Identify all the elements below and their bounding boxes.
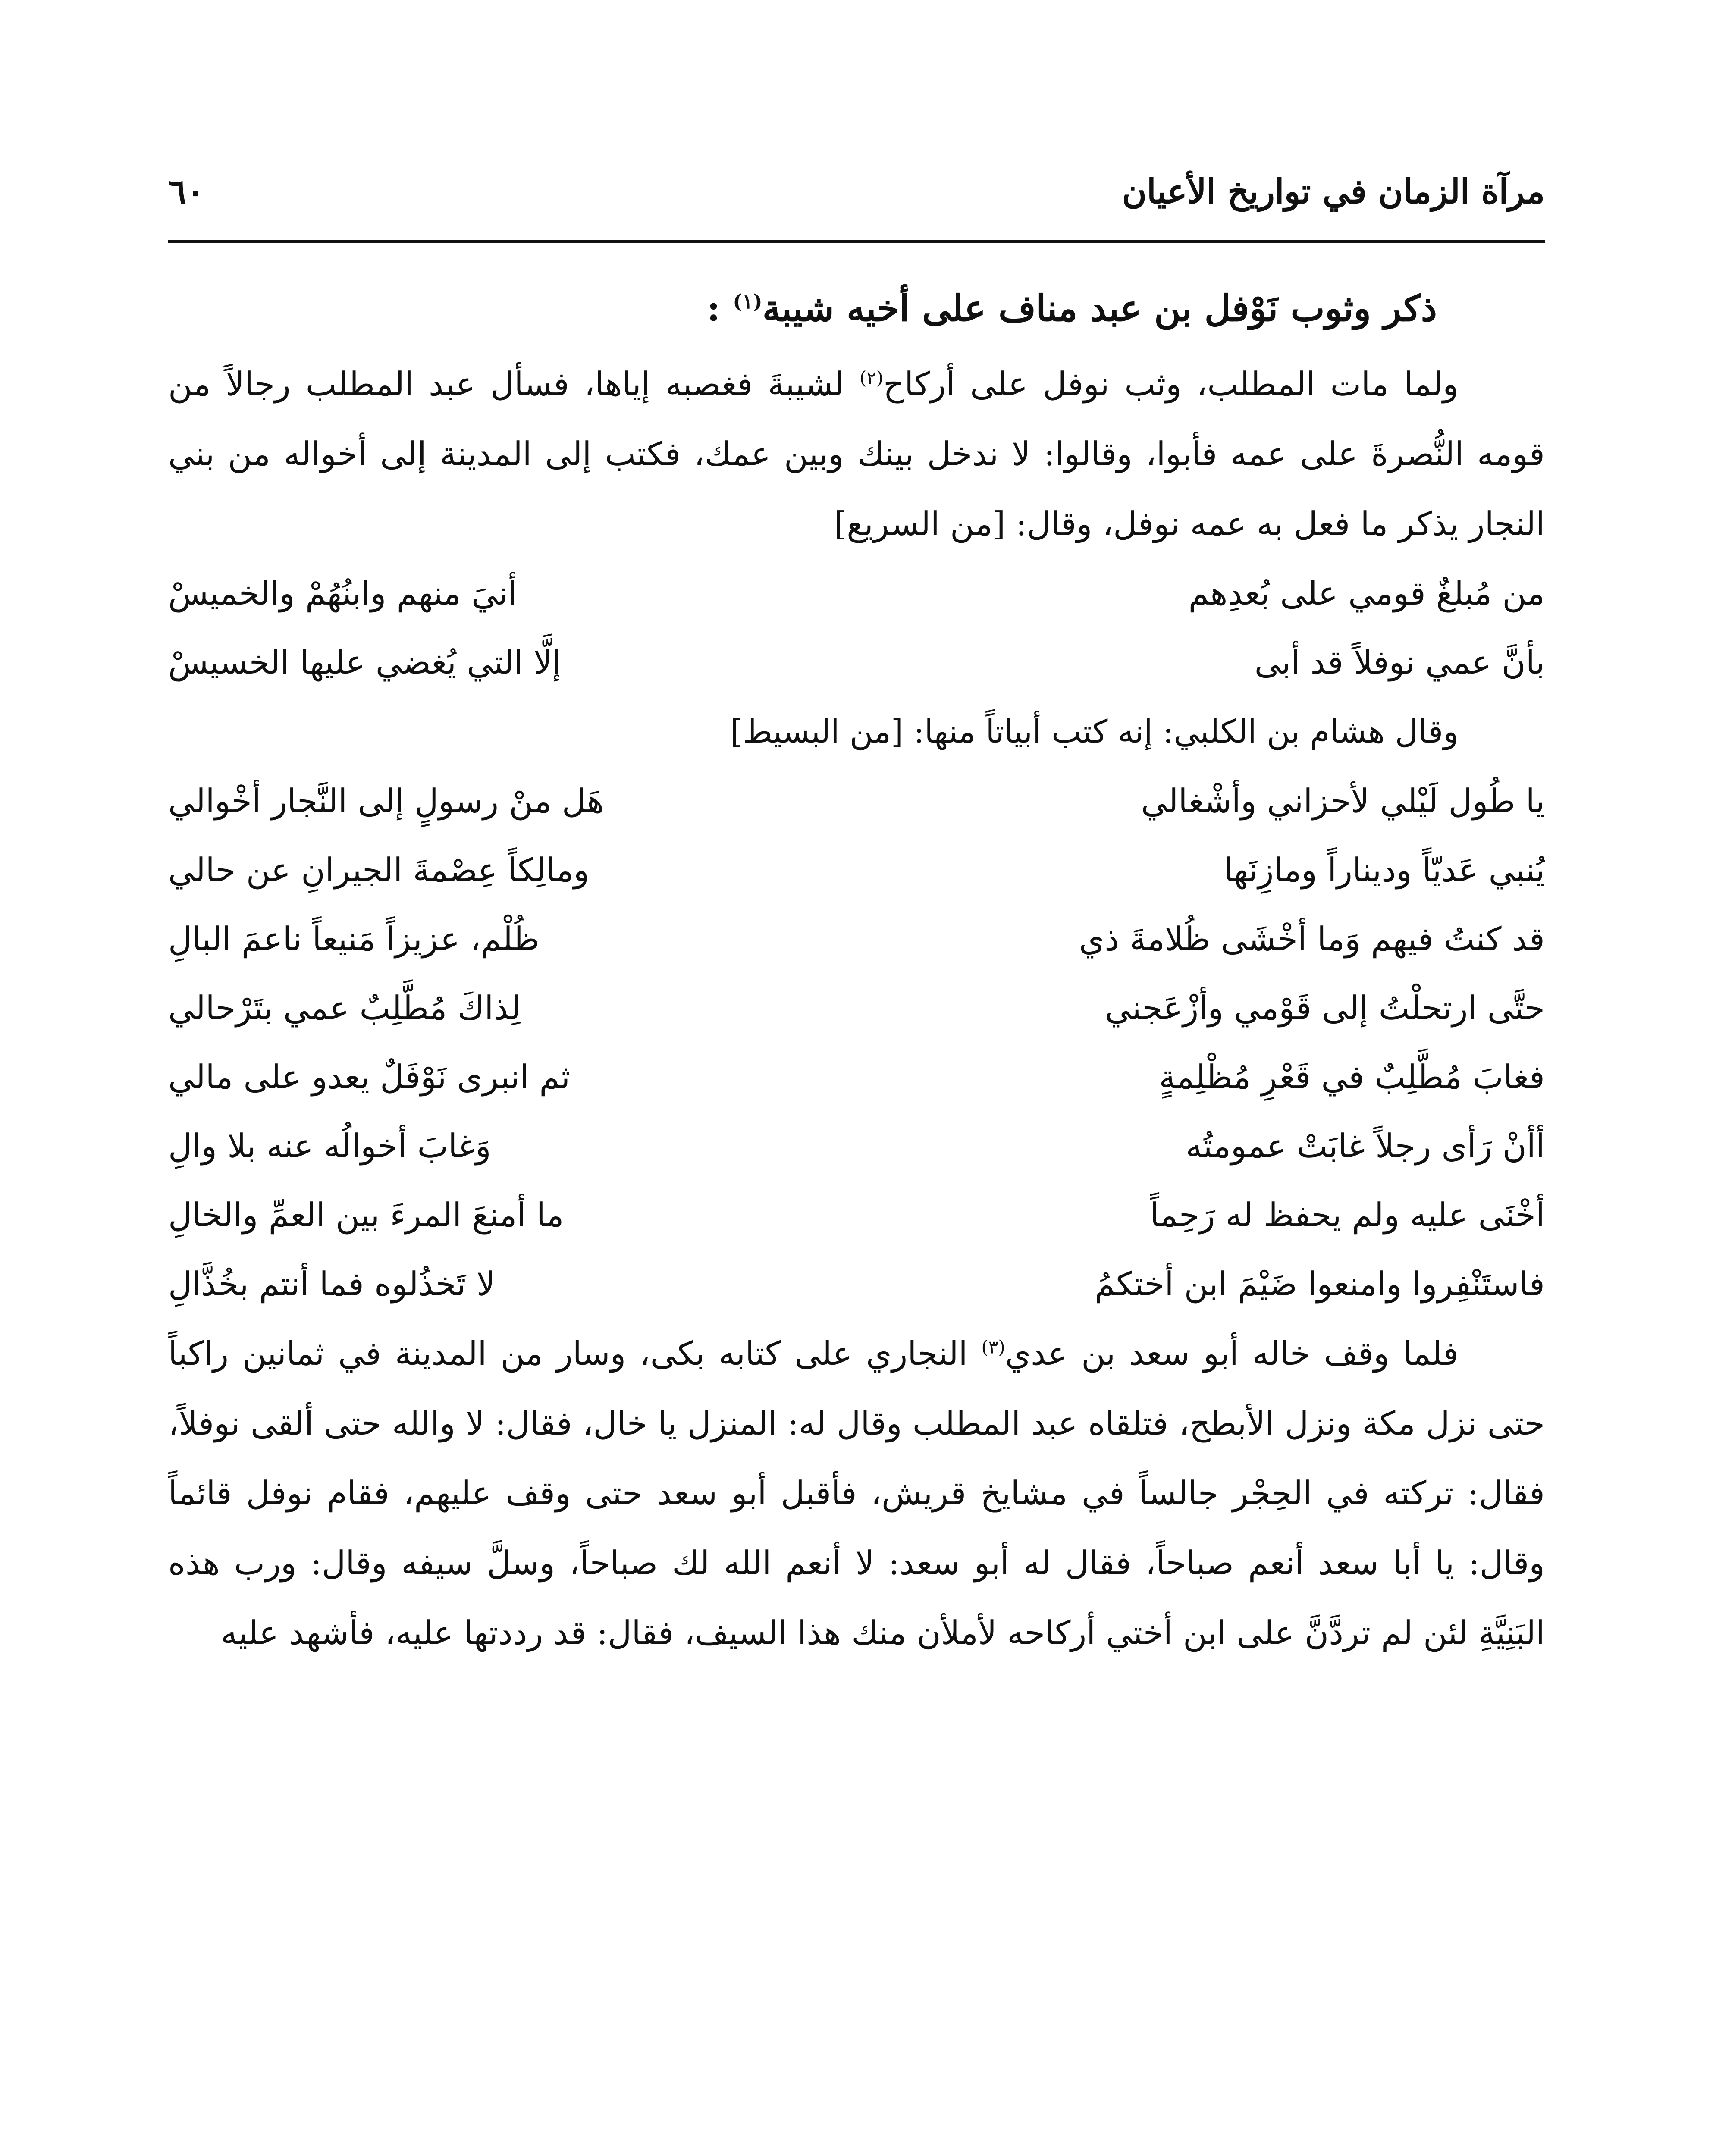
verse-line [168,767,1545,836]
page-header [168,164,1545,220]
verse-second-hemistich: ما أمنعَ المرءَ بين العمِّ والخالِ [168,1196,564,1234]
verse-first-hemistich: فغابَ مُطَّلِبٌ في قَعْرِ مُظْلِمةٍ [1159,1058,1545,1096]
main-text [168,276,1545,1668]
verse-line [168,905,1545,974]
poem-2 [168,767,1545,1319]
heading-text: ذكر وثوب نَوْفل بن عبد مناف على أخيه شيبة [762,287,1437,329]
header-rule [168,240,1545,243]
paragraph-2-part-1: فلما وقف خاله أبو سعد بن عدي [1005,1334,1459,1373]
heading-colon: : [706,287,720,329]
verse-first-hemistich: بأنَّ عمي نوفلاً قد أبى [1254,643,1545,681]
paragraph-2 [168,1319,1545,1668]
verse-first-hemistich: قد كنتُ فيهم وَما أخْشَى ظُلامةَ ذي [1079,920,1545,958]
verse-line [168,628,1545,697]
verse-first-hemistich: أخْنَى عليه ولم يحفظ له رَحِماً [1150,1196,1545,1234]
verse-line [168,1043,1545,1112]
meter-line: وقال هشام بن الكلبي: إنه كتب أبياتاً منها: [من البسيط] [730,713,1459,750]
verse-line [168,559,1545,628]
verse-first-hemistich: يا طُول لَيْلي لأحزاني وأشْغالي [1141,782,1545,820]
verse-first-hemistich: حتَّى ارتحلْتُ إلى قَوْمي وأزْعَجني [1104,989,1545,1027]
paragraph-1 [168,349,1545,559]
footnote-ref-2: (٢) [859,367,884,389]
page-number: ٦٠ [168,172,204,211]
verse-first-hemistich: يُنبي عَديّاً وديناراً ومازِنَها [1224,851,1545,889]
verse-line [168,974,1545,1043]
verse-second-hemistich: لِذاكَ مُطَّلِبٌ عمي بتَرْحالي [168,989,521,1027]
section-heading [168,276,1545,341]
paragraph-2-part-2: النجاري على كتابه بكى، وسار من المدينة في ثمانين راكباً حتى نزل مكة ونزل الأبطح، فتلقاه عبد المطلب وقال له: المنزل يا خال، فقال: لا والله حتى ألقى نوفلاً، فقال: تركته في الحِجْر جالساً في مشايخ قريش، فأقبل أبو سعد حتى وقف عليهم، فقام نوفل قائماً وقال: يا أبا سعد أنعم صباحاً، فقال له أبو سعد: لا أنعم الله لك صباحاً، وسلَّ سيفه وقال: ورب هذه البَنِيَّةِ لئن لم تردَّنَّ على ابن أختي أركاحه لأملأن منك هذا السيف، فقال: قد رددتها عليه، فأشهد عليه [168,1334,1545,1652]
verse-second-hemistich: وَغابَ أخوالُه عنه بلا والِ [168,1127,491,1165]
poem-1 [168,559,1545,697]
verse-line [168,1112,1545,1181]
verse-first-hemistich: أأنْ رَأى رجلاً غابَتْ عمومتُه [1186,1127,1545,1165]
verse-second-hemistich: ثم انبرى نَوْفَلٌ يعدو على مالي [168,1058,571,1096]
verse-second-hemistich: هَل منْ رسولٍ إلى النَّجار أخْوالي [168,782,604,820]
verse-first-hemistich: فاستَنْفِروا وامنعوا ضَيْمَ ابن أختكمُ [1094,1265,1545,1303]
running-title: مرآة الزمان في تواريخ الأعيان [1122,172,1545,211]
verse-first-hemistich: من مُبلغٌ قومي على بُعدِهم [1188,574,1545,612]
verse-second-hemistich: إلَّا التي يُغضي عليها الخسيسْ [168,643,562,681]
footnote-ref-1: (١) [733,290,762,313]
verse-line [168,1181,1545,1250]
paragraph-1-part-1: ولما مات المطلب، وثب نوفل على أركاح [883,365,1459,403]
verse-second-hemistich: أنيَ منهم وابنُهُمْ والخميسْ [168,574,517,612]
verse-second-hemistich: ظُلْم، عزيزاً مَنيعاً ناعمَ البالِ [168,920,540,958]
verse-line [168,836,1545,905]
footnote-ref-3: (٣) [981,1336,1005,1358]
verse-line [168,1250,1545,1319]
verse-second-hemistich: ومالِكاً عِصْمةَ الجيرانِ عن حالي [168,851,590,889]
paragraph-1-part-2: لشيبةَ فغصبه إياها، فسأل عبد المطلب رجالاً من قومه النُّصرةَ على عمه فأبوا، وقالوا: لا ندخل بينك وبين عمك، فكتب إلى المدينة إلى أخواله من بني النجار يذكر ما فعل به عمه نوفل، وقال: [من السريع] [168,365,1545,543]
verse-second-hemistich: لا تَخذُلوه فما أنتم بخُذَّالِ [168,1265,495,1303]
